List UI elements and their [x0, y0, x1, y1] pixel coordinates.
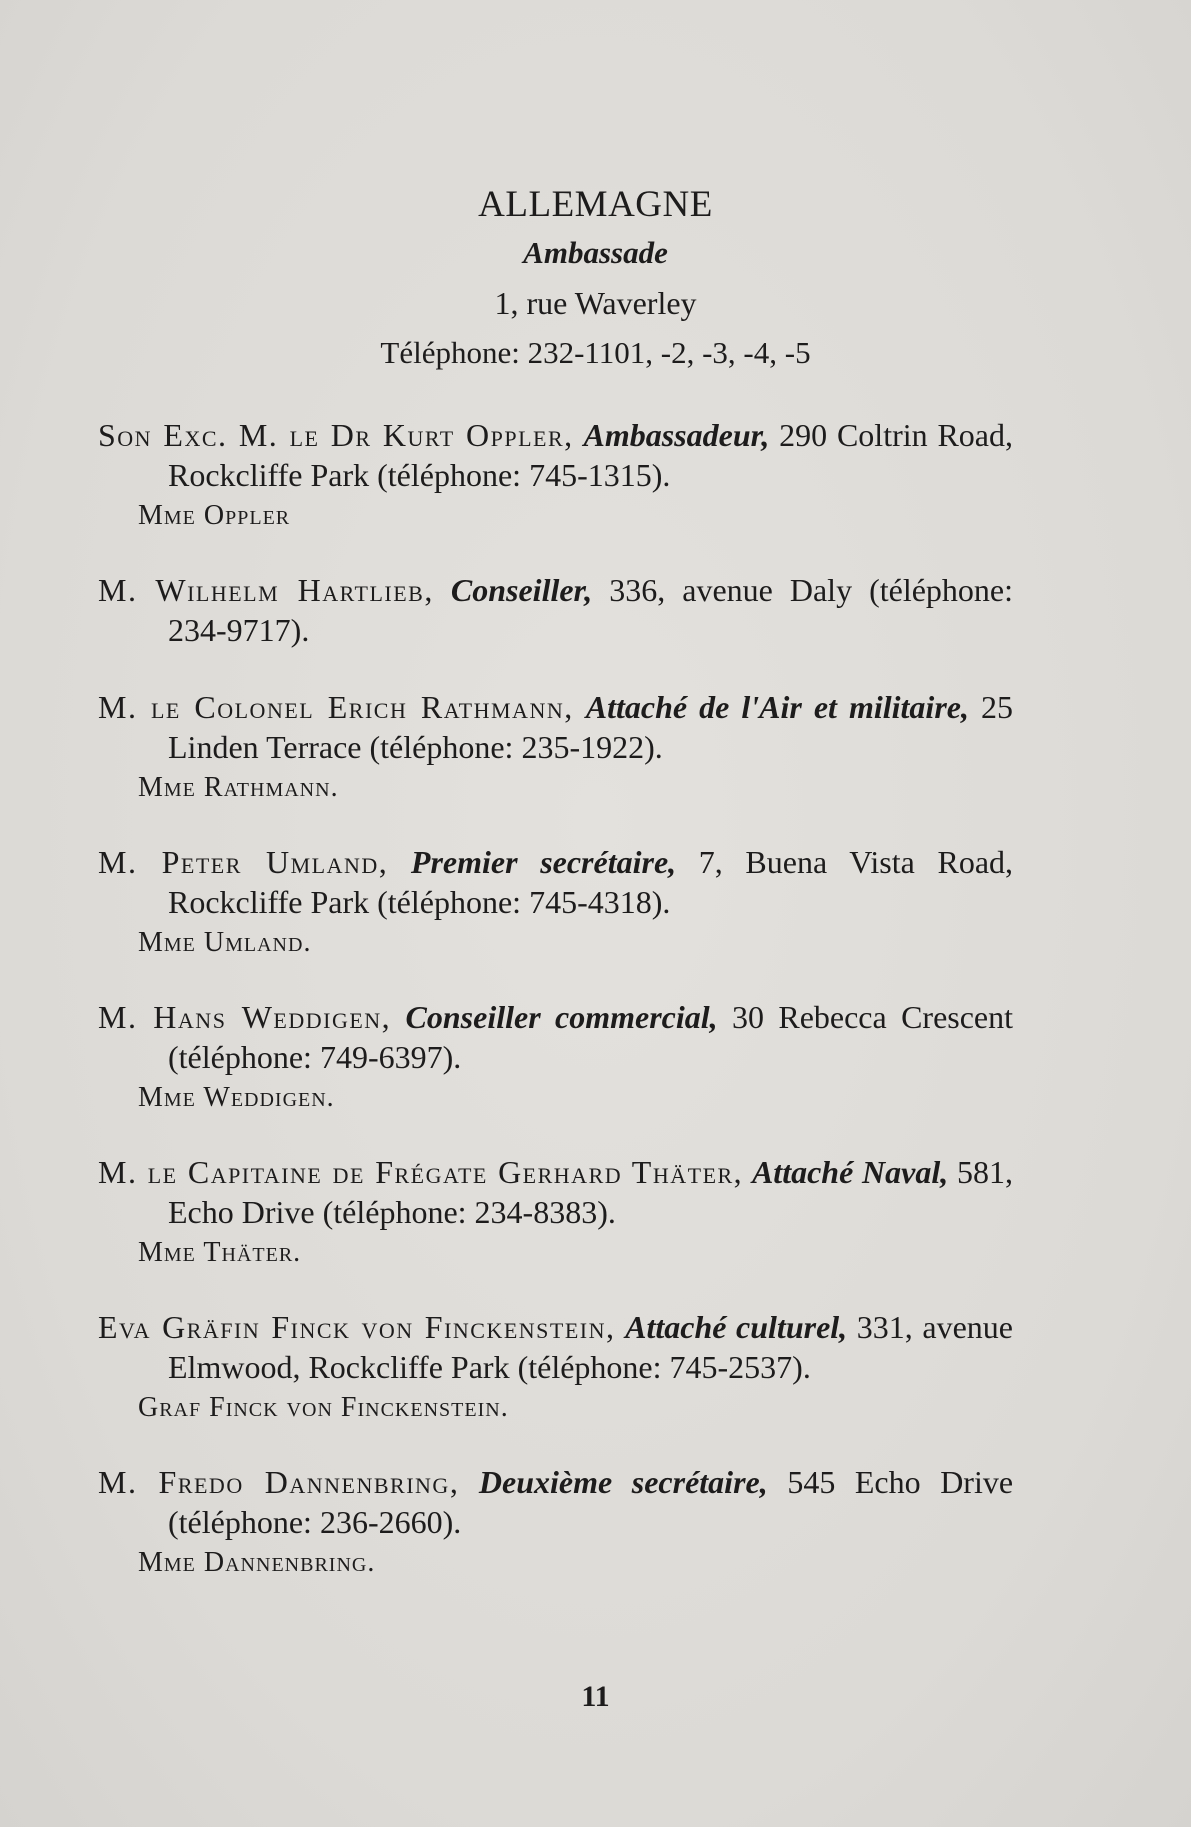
staff-entry — [98, 570, 1013, 650]
entry-title: Ambassadeur, — [583, 417, 770, 453]
entry-title: Attaché culturel, — [625, 1309, 848, 1345]
entry-name: M. le Colonel Erich Rathmann, — [98, 689, 574, 725]
country-heading: ALLEMAGNE — [478, 184, 713, 225]
entry-name: Son Exc. M. le Dr Kurt Oppler, — [98, 417, 574, 453]
staff-entry — [98, 1307, 1013, 1425]
entry-text — [98, 997, 1013, 1077]
staff-list — [98, 415, 1013, 1617]
entry-text — [98, 1152, 1013, 1232]
staff-entry — [98, 415, 1013, 533]
entry-name: M. Peter Umland, — [98, 844, 389, 880]
entry-details: 331, avenue Elmwood, Rockcliffe Park (téléphone: 745-2537). — [168, 1309, 1013, 1385]
mission-address: 1, rue Waverley — [494, 285, 697, 321]
mission-type: Ambassade — [523, 235, 668, 270]
entry-spouse: Mme Rathmann. — [138, 772, 339, 803]
entry-text — [98, 1307, 1013, 1387]
staff-entry — [98, 1462, 1013, 1580]
staff-entry — [98, 997, 1013, 1115]
entry-text — [98, 570, 1013, 650]
entry-details: 581, Echo Drive (téléphone: 234-8383). — [168, 1154, 1014, 1230]
entry-spouse: Mme Weddigen. — [138, 1082, 335, 1113]
staff-entry — [98, 842, 1013, 960]
entry-title: Premier secrétaire, — [410, 844, 677, 880]
entry-text — [98, 687, 1013, 767]
entry-name: Eva Gräfin Finck von Finckenstein, — [98, 1309, 616, 1345]
entry-spouse: Mme Umland. — [138, 927, 312, 958]
entry-details: 290 Coltrin Road, Rockcliffe Park (téléphone: 745-1315). — [168, 417, 1014, 493]
entry-title: Conseiller, — [450, 572, 593, 608]
entry-details: 7, Buena Vista Road, Rockcliffe Park (téléphone: 745-4318). — [168, 844, 1014, 920]
entry-text — [98, 842, 1013, 922]
entry-details: 30 Rebecca Crescent (téléphone: 749-6397). — [168, 999, 1014, 1075]
entry-details: 25 Linden Terrace (téléphone: 235-1922). — [168, 689, 1014, 765]
entry-details: 545 Echo Drive (téléphone: 236-2660). — [168, 1464, 1014, 1540]
mission-phone: Téléphone: 232-1101, -2, -3, -4, -5 — [380, 335, 811, 370]
entry-text — [98, 415, 1013, 495]
entry-spouse: Graf Finck von Finckenstein. — [138, 1392, 509, 1423]
entry-name: M. Wilhelm Hartlieb, — [98, 572, 434, 608]
entry-spouse: Mme Thäter. — [138, 1237, 302, 1268]
entry-name: M. Fredo Dannenbring, — [98, 1464, 460, 1500]
staff-entry — [98, 1152, 1013, 1270]
entry-title: Attaché de l'Air et militaire, — [585, 689, 969, 725]
entry-title: Deuxième secrétaire, — [478, 1464, 768, 1500]
entry-text — [98, 1462, 1013, 1542]
entry-spouse: Mme Dannenbring. — [138, 1547, 376, 1578]
page-number: 11 — [581, 1680, 610, 1713]
entry-name: M. Hans Weddigen, — [98, 999, 392, 1035]
entry-name: M. le Capitaine de Frégate Gerhard Thäter, — [98, 1154, 744, 1190]
entry-spouse: Mme Oppler — [138, 500, 291, 531]
entry-title: Conseiller commercial, — [405, 999, 718, 1035]
entry-details: 336, avenue Daly (téléphone: 234-9717). — [168, 572, 1014, 648]
entry-title: Attaché Naval, — [751, 1154, 949, 1190]
staff-entry — [98, 687, 1013, 805]
